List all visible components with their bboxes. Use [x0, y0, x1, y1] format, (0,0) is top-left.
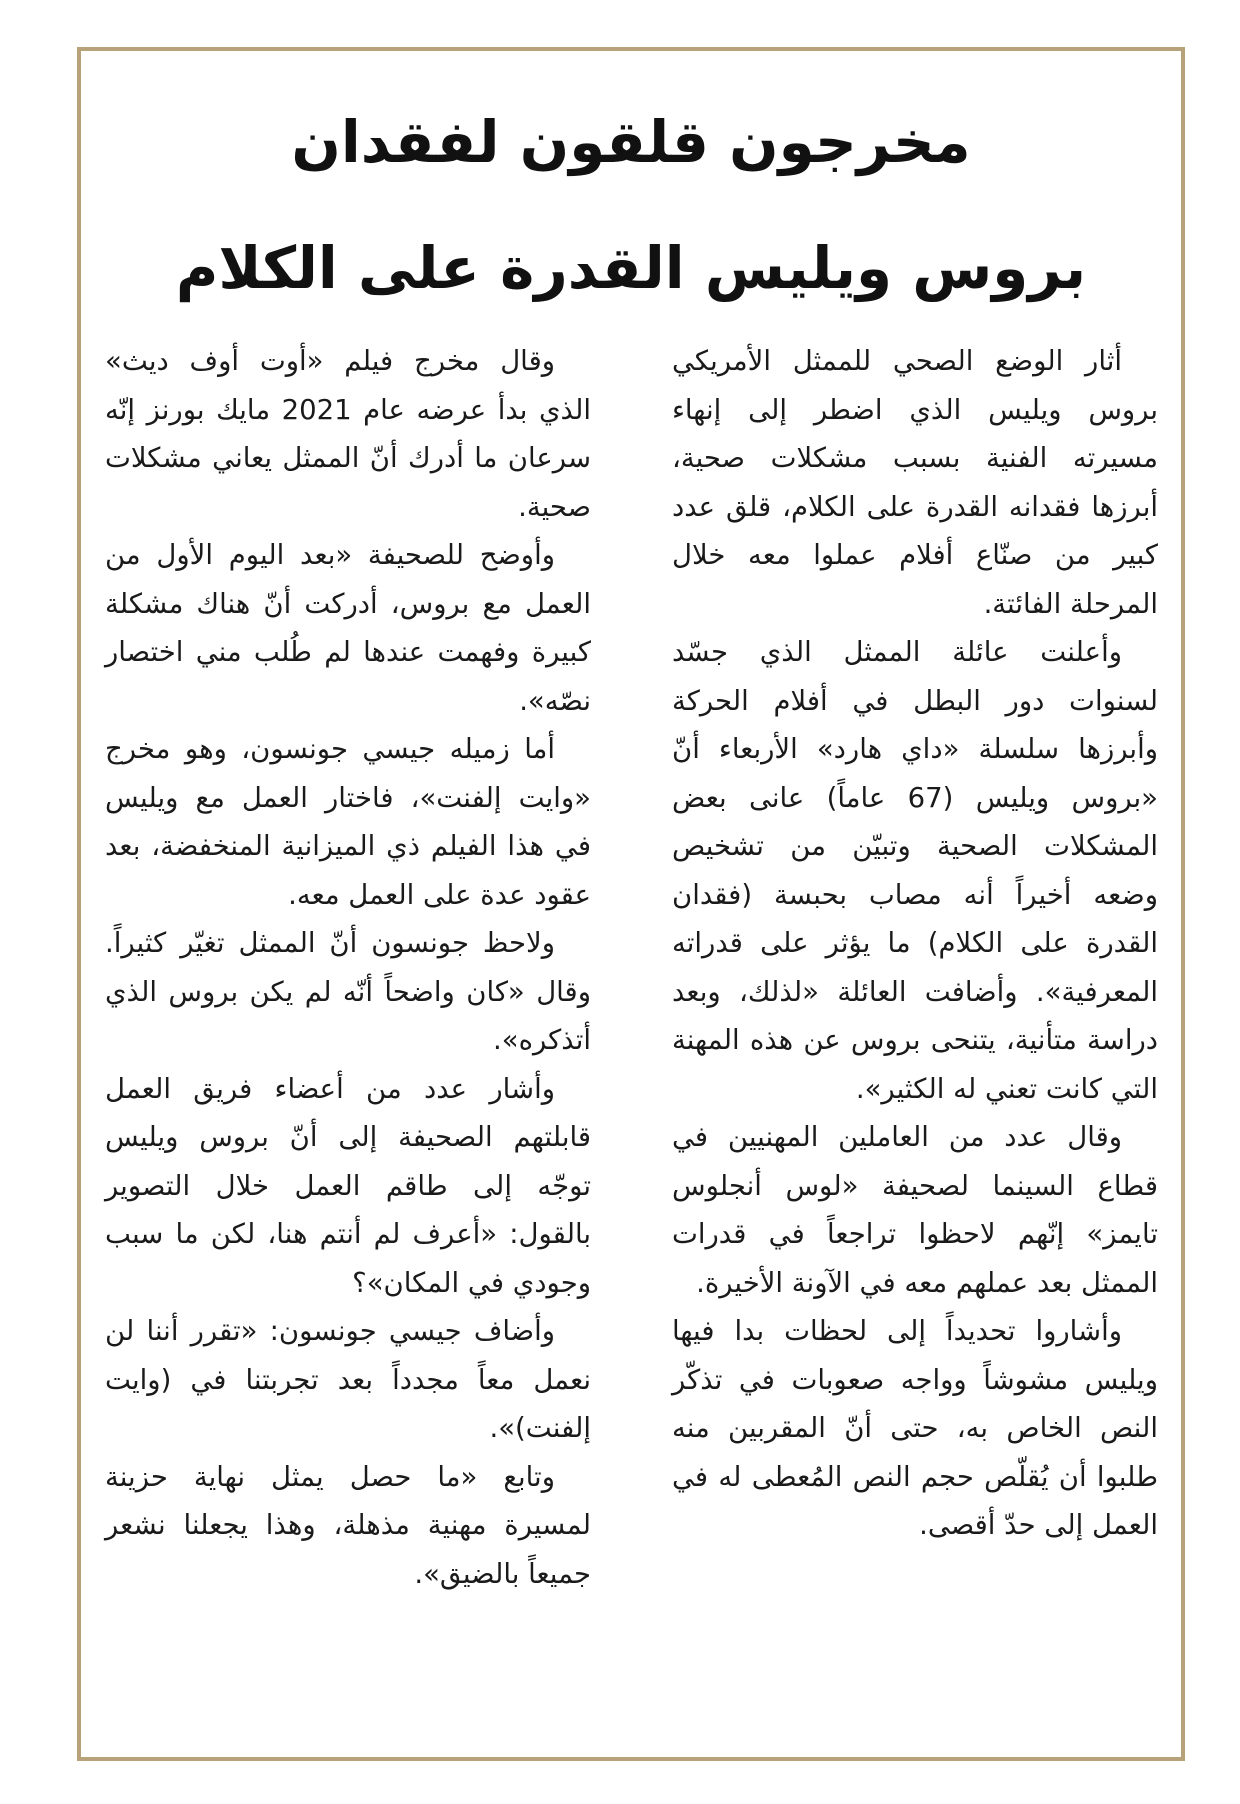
paragraph: وأوضح للصحيفة «بعد اليوم الأول من العمل مع بروس، أدركت أنّ هناك مشكلة كبيرة وفهمت عندها لم طُلب مني اختصار نصّه». — [105, 539, 591, 717]
paragraph: وأضاف جيسي جونسون: «تقرر أننا لن نعمل معاً مجدداً بعد تجربتنا في (وايت إلفنت)». — [105, 1315, 591, 1444]
article-column-right — [672, 337, 1158, 1550]
paragraph: أثار الوضع الصحي للممثل الأمريكي بروس ويليس الذي اضطر إلى إنهاء مسيرته الفنية بسبب مشكلات صحية، أبرزها فقدانه القدرة على الكلام، قلق عدد كبير من صنّاع أفلام عملوا معه خلال المرحلة الفائتة. — [672, 345, 1158, 620]
article-column-left — [105, 337, 591, 1598]
paragraph: وقال عدد من العاملين المهنيين في قطاع السينما لصحيفة «لوس أنجلوس تايمز» إنّهم لاحظوا تراجعاً في قدرات الممثل بعد عملهم معه في الآونة الأخيرة. — [672, 1121, 1158, 1299]
headline-line-2: بروس ويليس القدرة على الكلام — [175, 234, 1087, 302]
headline-line-1: مخرجون قلقون لفقدان — [291, 108, 971, 176]
paragraph: وقال مخرج فيلم «أوت أوف ديث» الذي بدأ عرضه عام 2021 مايك بورنز إنّه سرعان ما أدرك أنّ الممثل يعاني مشكلات صحية. — [105, 345, 591, 523]
paragraph: وأشاروا تحديداً إلى لحظات بدا فيها ويليس مشوشاً وواجه صعوبات في تذكّر النص الخاص به، حتى أنّ المقربين منه طلبوا أن يُقلّص حجم النص المُعطى له في العمل إلى حدّ أقصى. — [672, 1315, 1158, 1541]
paragraph: وتابع «ما حصل يمثل نهاية حزينة لمسيرة مهنية مذهلة، وهذا يجعلنا نشعر جميعاً بالضيق». — [105, 1460, 591, 1590]
paragraph: وأعلنت عائلة الممثل الذي جسّد لسنوات دور البطل في أفلام الحركة وأبرزها سلسلة «داي هارد» الأربعاء أنّ «بروس ويليس (67 عاماً) عانى بعض المشكلات الصحية وتبيّن من تشخيص وضعه أخيراً أنه مصاب بحبسة (فقدان القدرة على الكلام) ما يؤثر على قدراته المعرفية». وأضافت العائلة «لذلك، وبعد دراسة متأنية، يتنحى بروس عن هذه المهنة التي كانت تعني له الكثير». — [672, 636, 1159, 1105]
article-frame — [77, 47, 1185, 1761]
paragraph: ولاحظ جونسون أنّ الممثل تغيّر كثيراً. وقال «كان واضحاً أنّه لم يكن بروس الذي أتذكره». — [105, 927, 591, 1056]
paragraph: أما زميله جيسي جونسون، وهو مخرج «وايت إلفنت»، فاختار العمل مع ويليس في هذا الفيلم ذي الميزانية المنخفضة، بعد عقود عدة على العمل معه. — [105, 733, 591, 911]
paragraph: وأشار عدد من أعضاء فريق العمل قابلتهم الصحيفة إلى أنّ بروس ويليس توجّه إلى طاقم العمل خلال التصوير بالقول: «أعرف لم أنتم هنا، لكن ما سبب وجودي في المكان»؟ — [105, 1072, 591, 1299]
